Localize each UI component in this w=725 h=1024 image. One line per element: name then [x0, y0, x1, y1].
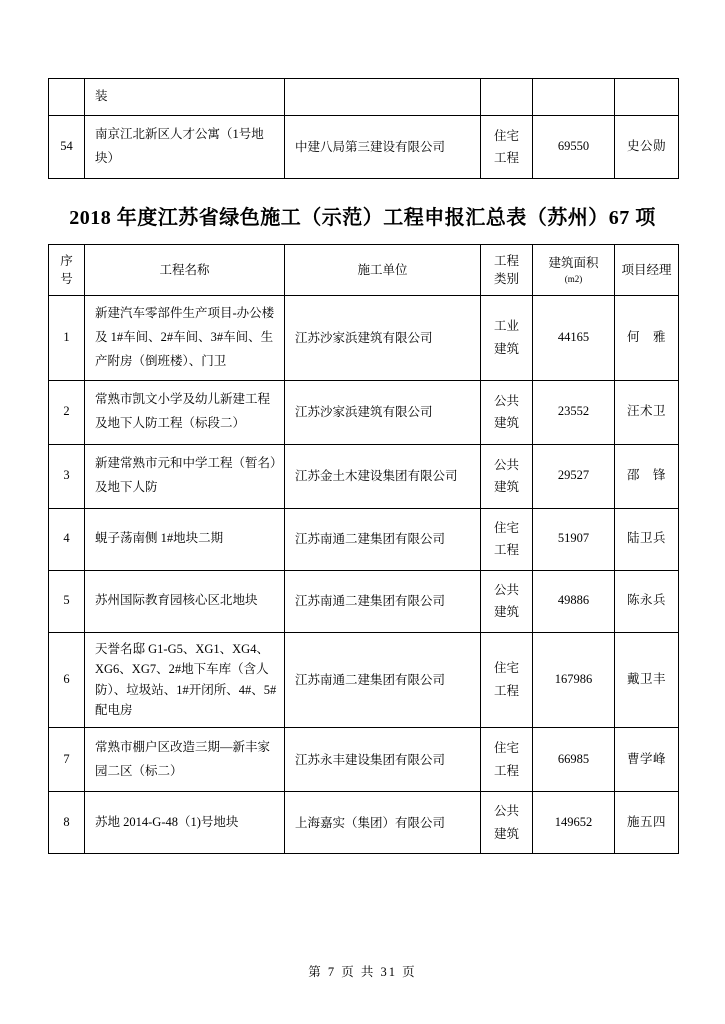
table-row [49, 792, 679, 854]
table-row [49, 444, 679, 508]
building-area-cell: 69550 [533, 116, 615, 179]
column-header-index-line1: 序 [60, 254, 73, 268]
column-header-area-unit: (m2) [564, 274, 583, 285]
row-index-cell: 54 [49, 116, 85, 179]
table-row [49, 79, 679, 116]
project-summary-table [48, 244, 679, 854]
building-area-cell: 149652 [533, 792, 615, 854]
building-area-cell: 29527 [533, 444, 615, 508]
row-index-cell: 7 [49, 728, 85, 792]
column-header-area-label: 建筑面积 [548, 256, 599, 271]
construction-unit-cell: 江苏永丰建设集团有限公司 [285, 728, 481, 792]
row-index-cell: 5 [49, 570, 85, 632]
construction-unit-cell: 江苏金土木建设集团有限公司 [285, 444, 481, 508]
construction-unit-cell: 江苏沙家浜建筑有限公司 [285, 296, 481, 380]
project-type-line1: 公共 [493, 582, 519, 597]
project-type-line1: 公共 [493, 393, 519, 408]
table-row [49, 508, 679, 570]
project-type-line2: 工程 [493, 151, 519, 165]
project-type-cell [481, 444, 533, 508]
construction-unit-cell [285, 79, 481, 116]
project-name-cell: 新建常熟市元和中学工程（暂名）及地下人防 [85, 444, 285, 508]
project-manager-cell: 史公勋 [615, 116, 679, 179]
project-type-line1: 公共 [493, 457, 519, 472]
construction-unit-cell: 中建八局第三建设有限公司 [285, 116, 481, 179]
page-title: 2018 年度江苏省绿色施工（示范）工程申报汇总表（苏州）67 项 [69, 207, 656, 229]
column-header-building-area [533, 245, 615, 296]
project-type-line2: 建筑 [493, 341, 519, 356]
building-area-cell: 23552 [533, 380, 615, 444]
project-type-cell [481, 792, 533, 854]
project-manager-cell: 汪术卫 [615, 380, 679, 444]
project-name-cell: 南京江北新区人才公寓（1号地块） [85, 116, 285, 179]
project-type-line1: 住宅 [493, 661, 519, 676]
table-row [49, 116, 679, 179]
building-area-cell: 44165 [533, 296, 615, 380]
project-type-cell [481, 79, 533, 116]
row-index-cell: 1 [49, 296, 85, 380]
project-type-cell [481, 632, 533, 728]
construction-unit-cell: 江苏沙家浜建筑有限公司 [285, 380, 481, 444]
project-manager-cell: 何 雅 [615, 296, 679, 380]
project-manager-cell: 曹学峰 [615, 728, 679, 792]
column-header-project-type [481, 245, 533, 296]
project-name-cell: 苏地 2014-G-48（1)号地块 [85, 792, 285, 854]
project-type-line1: 住宅 [493, 128, 519, 143]
building-area-cell: 49886 [533, 570, 615, 632]
project-manager-cell [615, 79, 679, 116]
row-index-cell [49, 79, 85, 116]
construction-unit-cell: 江苏南通二建集团有限公司 [285, 570, 481, 632]
project-type-line1: 住宅 [493, 520, 519, 535]
project-type-line2: 建筑 [493, 605, 519, 619]
project-type-cell [481, 728, 533, 792]
project-type-line1: 公共 [493, 804, 519, 818]
column-header-project-name: 工程名称 [85, 245, 285, 296]
project-type-cell [481, 380, 533, 444]
construction-unit-cell: 江苏南通二建集团有限公司 [285, 632, 481, 728]
table-row [49, 380, 679, 444]
building-area-cell: 51907 [533, 508, 615, 570]
column-header-type-line1: 工程 [493, 254, 519, 268]
project-manager-cell: 戴卫丰 [615, 632, 679, 728]
row-index-cell: 4 [49, 508, 85, 570]
project-manager-cell: 陈永兵 [615, 570, 679, 632]
project-type-cell [481, 296, 533, 380]
row-index-cell: 6 [49, 632, 85, 728]
building-area-cell: 66985 [533, 728, 615, 792]
project-type-line2: 建筑 [493, 416, 519, 430]
project-type-line2: 建筑 [493, 480, 519, 494]
table-row [49, 570, 679, 632]
construction-unit-cell: 上海嘉实（集团）有限公司 [285, 792, 481, 854]
column-header-project-manager: 项目经理 [615, 245, 679, 296]
column-header-index [49, 245, 85, 296]
project-type-line1: 住宅 [493, 741, 519, 755]
column-header-index-line2: 号 [60, 272, 73, 287]
continued-table-fragment [48, 78, 679, 179]
project-type-line2: 工程 [493, 683, 519, 698]
building-area-cell [533, 79, 615, 116]
table-row [49, 728, 679, 792]
project-name-cell: 苏州国际教育园核心区北地块 [85, 570, 285, 632]
project-name-cell: 蜆子荡南侧 1#地块二期 [85, 508, 285, 570]
table-header-row [49, 245, 679, 296]
project-type-line2: 工程 [493, 543, 519, 557]
column-header-construction-unit: 施工单位 [285, 245, 481, 296]
table-body [49, 296, 679, 854]
row-index-cell: 2 [49, 380, 85, 444]
column-header-type-line2: 类别 [493, 272, 519, 287]
construction-unit-cell: 江苏南通二建集团有限公司 [285, 508, 481, 570]
project-type-cell [481, 116, 533, 179]
project-type-line1: 工业 [493, 319, 519, 334]
table-row [49, 632, 679, 728]
project-name-cell: 天誉名邸 G1-G5、XG1、XG4、XG6、XG7、2#地下车库（含人防）、垃圾站、1#开闭所、4#、5#配电房 [85, 632, 285, 728]
page-footer: 第 7 页 共 31 页 [308, 965, 417, 979]
project-type-line2: 建筑 [493, 826, 519, 841]
row-index-cell: 8 [49, 792, 85, 854]
row-index-cell: 3 [49, 444, 85, 508]
project-type-cell [481, 508, 533, 570]
project-type-line2: 工程 [493, 763, 519, 778]
project-manager-cell: 施五四 [615, 792, 679, 854]
table-row [49, 296, 679, 380]
project-name-cell: 装 [85, 79, 285, 116]
building-area-cell: 167986 [533, 632, 615, 728]
project-name-cell: 新建汽车零部件生产项目-办公楼及 1#车间、2#车间、3#车间、生产附房（倒班楼）、门卫 [85, 296, 285, 380]
project-name-cell: 常熟市凯文小学及幼儿新建工程及地下人防工程（标段二） [85, 380, 285, 444]
project-manager-cell: 陆卫兵 [615, 508, 679, 570]
project-manager-cell: 邵 锋 [615, 444, 679, 508]
project-name-cell: 常熟市棚户区改造三期—新丰家园二区（标二） [85, 728, 285, 792]
project-type-cell [481, 570, 533, 632]
